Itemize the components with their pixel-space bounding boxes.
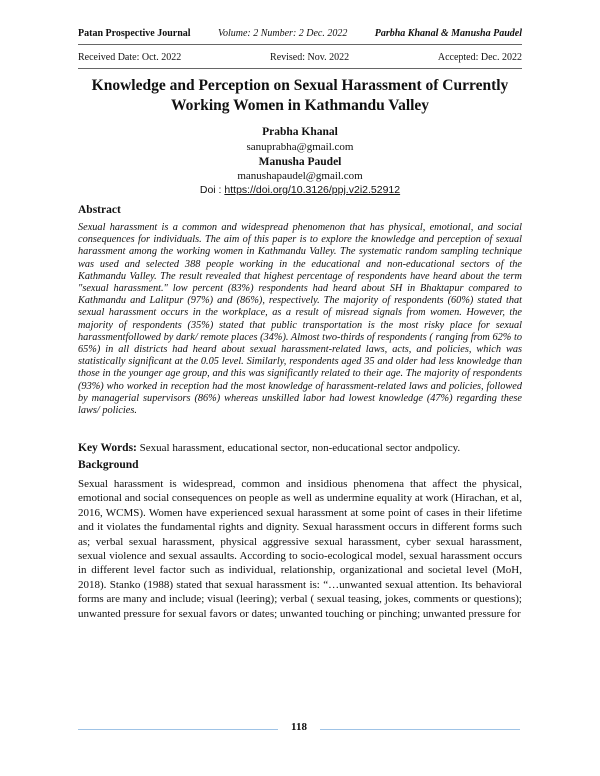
keywords-label: Key Words: <box>78 442 137 454</box>
doi-link[interactable]: https://doi.org/10.3126/ppj.v2i2.52912 <box>224 184 401 196</box>
footer-rule-left <box>78 729 278 730</box>
keywords <box>78 442 522 454</box>
page-number: 118 <box>291 721 307 733</box>
title-line-1: Knowledge and Perception on Sexual Harassment of Currently <box>91 77 509 94</box>
dates-divider <box>78 68 522 69</box>
doi-label: Doi : <box>199 184 225 196</box>
paper-title <box>78 76 522 116</box>
author-1-name: Prabha Khanal <box>262 126 338 138</box>
abstract-text: Sexual harassment is a common and widespread phenomenon that has physical, emotional, and social consequences for individuals. The aim of this paper is to explore the knowledge and perception of sexual harassment among the working women in Kathmandu Valley. The systematic random sampling technique was used and selected 388 people working in the educational and non-educational sectors of the Kathmandu Valley. The result revealed that highest percentage of respondents have heard about the term "sexual harassment." low percent (83%) respondents had heard about SH in Bhaktapur compared to Kathmandu and Lalitpur (97%) and (86%), respectively. The majority of respondents (60%) stated that sexual harassment occurs in the workplace, as a result of misread signals from women. However, the majority of respondents (35%) stated that public transportation is the most risky place for sexual harassmentfollowed by dark/ remote places (34%). Almost two-thirds of respondents ( ranging from 62% to 65%) in all districts had heard about sexual harassment-related laws, acts, and policies, which was statistically significant at the 0.05 level. Similarly, respondents aged 35 and older had less knowledge than those in the younger age group, and this was significantly related to their age. The majority of respondents (93%) who worked in reception had the most knowledge of harassment-related laws and policies, followed by managerial supervisors (86%) whereas unskilled labor had lowest knowledge (47%) regarding these laws/ policies. <box>78 222 522 417</box>
author-2-email: manushapaudel@gmail.com <box>237 170 363 182</box>
author-2-name: Manusha Paudel <box>258 156 342 168</box>
abstract-heading: Abstract <box>78 204 121 216</box>
footer-rule-right <box>320 729 520 730</box>
background-heading: Background <box>78 459 139 471</box>
volume-info: Volume: 2 Number: 2 Dec. 2022 <box>217 28 348 39</box>
accepted-date: Accepted: Dec. 2022 <box>437 52 522 63</box>
header-divider <box>78 44 522 45</box>
author-1-email: sanuprabha@gmail.com <box>246 141 354 153</box>
journal-name: Patan Prospective Journal <box>78 28 191 39</box>
background-text: Sexual harassment is widespread, common and insidious phenomena that affect the physical, emotional and social consequences on people as well as undermine equality at work (Hirachan, et al, 2016, WCMS). Women have experienced sexual harassment at some point of cases in their lifetime and it violates the fundamental rights and dignity. Sexual harassment occurs in different forms such as; verbal sexual harassment, physical aggressive sexual harassment, cyber sexual harassment, sexual violence and sexual assaults. According to socio-ecological model, sexual harassment occurs in different level factor such as individual, relationship, organizational and societal level (MoH, 2018). Stanko (1988) stated that sexual harassment is: “…unwanted sexual attention. Its behavioral forms are many and include; visual (leering); verbal ( sexual teasing, jokes, comments or questions); unwanted pressure for sexual favors or dates; unwanted touching or pinching; unwanted pressure for <box>78 478 522 620</box>
running-authors: Parbha Khanal & Manusha Paudel <box>374 28 522 39</box>
title-line-2: Working Women in Kathmandu Valley <box>170 97 430 114</box>
doi-line <box>78 184 522 196</box>
keywords-text: Sexual harassment, educational sector, non-educational sector andpolicy. <box>136 442 461 454</box>
dates-row <box>78 52 522 63</box>
revised-date: Revised: Nov. 2022 <box>270 52 350 63</box>
received-date: Received Date: Oct. 2022 <box>78 52 182 63</box>
running-header <box>78 28 522 39</box>
